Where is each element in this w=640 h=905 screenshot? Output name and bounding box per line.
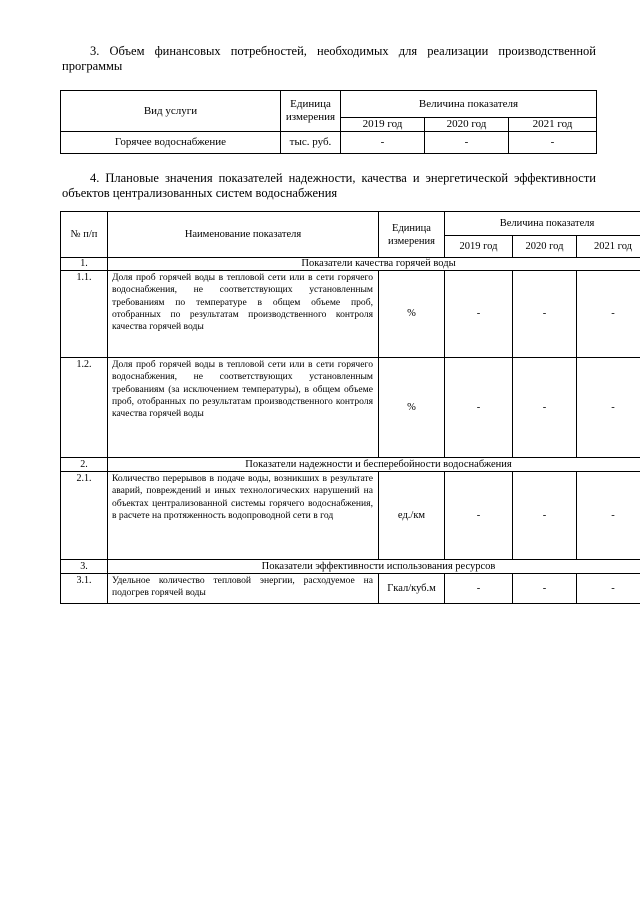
- unit-cell: %: [379, 271, 445, 358]
- indicator-name: Удельное количество тепловой энергии, расходуемое на подогрев горячей воды: [108, 574, 379, 604]
- header-year: 2021 год: [577, 236, 640, 258]
- section-title: Показатели эффективности использования ресурсов: [108, 560, 640, 574]
- unit-cell: %: [379, 358, 445, 458]
- unit-cell: ед./км: [379, 472, 445, 560]
- row-num: 1.1.: [61, 271, 108, 358]
- header-unit: Единица измерения: [281, 91, 341, 132]
- section-row: [61, 458, 640, 472]
- value-cell: -: [341, 132, 425, 154]
- row-num: 2.1.: [61, 472, 108, 560]
- value-cell: -: [513, 472, 577, 560]
- header-year: 2020 год: [425, 118, 509, 132]
- header-year: 2019 год: [341, 118, 425, 132]
- header-year: 2019 год: [445, 236, 513, 258]
- value-cell: -: [513, 574, 577, 604]
- indicators-table: [60, 211, 640, 604]
- section-title: Показатели качества горячей воды: [108, 258, 640, 271]
- value-cell: -: [577, 358, 640, 458]
- value-cell: -: [577, 472, 640, 560]
- section-num: 3.: [61, 560, 108, 574]
- section-3-heading: 3. Объем финансовых потребностей, необходимых для реализации производственной программы: [62, 44, 596, 73]
- value-cell: -: [445, 472, 513, 560]
- value-cell: -: [445, 358, 513, 458]
- header-service: Вид услуги: [61, 91, 281, 132]
- value-cell: -: [445, 271, 513, 358]
- table-row: [61, 472, 640, 560]
- indicator-name: Количество перерывов в подаче воды, возникших в результате аварий, повреждений и иных технологических нарушений на объектах централизованной системы горячего водоснабжения, в расчете на протяженность водопроводной сети в год: [108, 472, 379, 560]
- section-row: [61, 560, 640, 574]
- header-value: Величина показателя: [445, 212, 640, 236]
- header-value: Величина показателя: [341, 91, 597, 118]
- section-row: [61, 258, 640, 271]
- financial-needs-table: [60, 90, 597, 154]
- indicator-name: Доля проб горячей воды в тепловой сети или в сети горячего водоснабжения, не соответствующих установленным требованиям по температуре в общем объеме проб, отобранных по результатам производственного контроля качества горячей воды: [108, 271, 379, 358]
- header-year: 2020 год: [513, 236, 577, 258]
- row-num: 3.1.: [61, 574, 108, 604]
- service-name: Горячее водоснабжение: [61, 132, 281, 154]
- header-num: № п/п: [61, 212, 108, 258]
- unit-cell: тыс. руб.: [281, 132, 341, 154]
- indicator-name: Доля проб горячей воды в тепловой сети или в сети горячего водоснабжения, не соответствующих установленным требованиям (за исключением температуры), в общем объеме проб, отобранных по результатам производственного контроля качества горячей воды: [108, 358, 379, 458]
- value-cell: -: [513, 358, 577, 458]
- table-row: [61, 574, 640, 604]
- value-cell: -: [577, 574, 640, 604]
- header-year: 2021 год: [509, 118, 597, 132]
- header-unit: Единица измерения: [379, 212, 445, 258]
- row-num: 1.2.: [61, 358, 108, 458]
- section-4-heading: 4. Плановые значения показателей надежности, качества и энергетической эффективности объектов централизованных систем водоснабжения: [62, 171, 596, 200]
- section-title: Показатели надежности и бесперебойности водоснабжения: [108, 458, 640, 472]
- section-num: 1.: [61, 258, 108, 271]
- value-cell: -: [425, 132, 509, 154]
- table-row: [61, 358, 640, 458]
- value-cell: -: [445, 574, 513, 604]
- section-num: 2.: [61, 458, 108, 472]
- table-row: [61, 271, 640, 358]
- unit-cell: Гкал/куб.м: [379, 574, 445, 604]
- value-cell: -: [577, 271, 640, 358]
- table-row: [61, 132, 597, 154]
- value-cell: -: [513, 271, 577, 358]
- header-name: Наименование показателя: [108, 212, 379, 258]
- value-cell: -: [509, 132, 597, 154]
